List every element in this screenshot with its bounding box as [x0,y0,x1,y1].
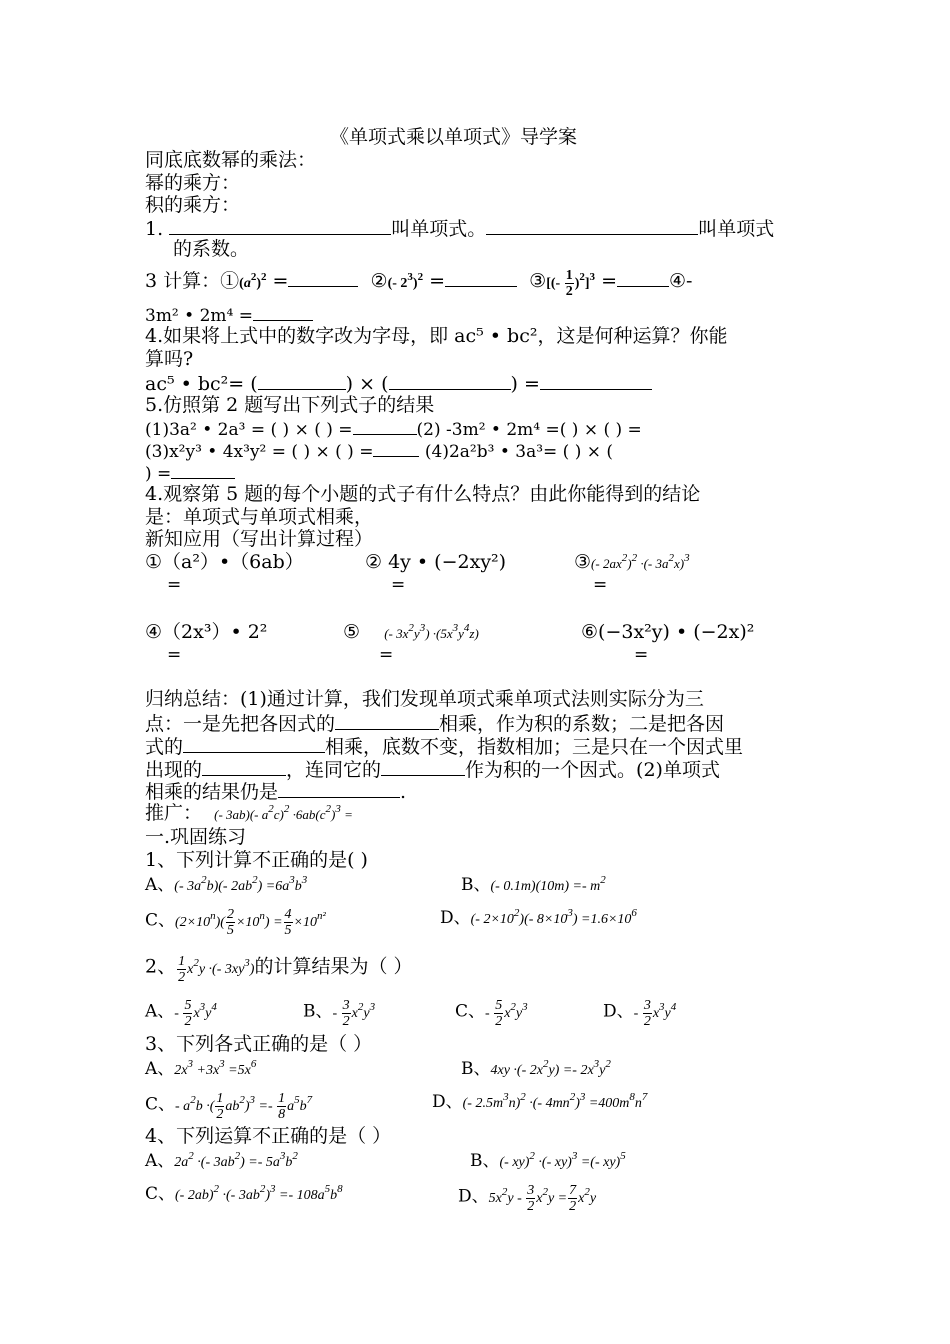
summary-extend: 推广： (- 3ab)(- $a^2c)^2 \cdot 6ab(c^2)^3$ = [145,802,353,824]
practice-q3-option-c[interactable]: C、- $a^2b$ ·( $\frac{1}{2}$ $ab^2)^3$ =- $\frac{1}{8}$ $a^5b^7$ [145,1091,313,1122]
question-4-line-3: ac⁵ • bc²= ( ) × ( ) = [145,371,652,395]
practice-q1-option-a[interactable]: A、(- $3a^2b)(-$ $2ab^2) =6a^3b^3$ [145,874,308,895]
blank[interactable] [169,216,391,235]
practice-q4-option-b[interactable]: B、(- xy)$^2$ ·(- xy)$^3$ =(- xy)$^5$ [470,1150,626,1171]
apply-item-2: ② 4y • (−2xy²) [365,551,507,573]
blank[interactable] [278,779,400,798]
blank[interactable] [540,371,652,390]
blank[interactable] [202,757,286,776]
question-4-line-1: 4.如果将上式中的数字改为字母，即 ac⁵ • bc²，这是何种运算？你能 [145,325,728,347]
question-4b-line-1: 4.观察第 5 题的每个小题的式子有什么特点？由此你能得到的结论 [145,483,701,505]
practice-q2: 2、 $\frac{1}{2}$ $x^2y$ ·(- $3xy^3$)的计算结果为（ ） [145,954,413,985]
blank[interactable] [353,416,417,435]
blank[interactable] [171,460,235,479]
practice-q1: 1、下列计算不正确的是( ) [145,849,368,871]
apply-item-1: ①（a²）•（6ab） [145,551,304,573]
apply-item-6: ⑥(−3x²y) • (−2x)² [581,621,755,643]
question-5-line-4: ) = [145,460,235,485]
review-line-3: 积的乘方： [145,194,241,216]
practice-q2-option-a[interactable]: A、- $\frac{5}{2}$ $x^3y^4$ [145,998,217,1029]
equals: = [379,645,394,665]
equals: = [391,575,406,595]
question-4b-line-2: 是：单项式与单项式相乘， [145,506,374,528]
practice-q3: 3、下列各式正确的是（ ） [145,1033,373,1055]
equals: = [167,575,182,595]
blank[interactable] [617,268,669,287]
practice-q2-option-d[interactable]: D、- $\frac{3}{2}$ $x^3y^4$ [603,998,677,1029]
blank[interactable] [373,438,419,457]
practice-q3-option-b[interactable]: B、4xy ·(- $2x^2y) =- 2x^3y^2$ [461,1058,611,1079]
blank[interactable] [445,268,517,287]
blank[interactable] [335,711,439,730]
equals: = [593,575,608,595]
equals: = [167,645,182,665]
question-3: 3 计算：$①(a^2)^2$ = ②(- $2^3)^2$ = ③[(- $\frac{1}{2}$ )$^2$]$^3$ = ④- [145,268,693,300]
review-line-2: 幂的乘方： [145,172,241,194]
practice-q3-option-a[interactable]: A、$2x^3 +3x^3 =5x^6$ [145,1058,257,1079]
summary-line-4: 出现的 ，连同它的 作为积的一个因式。(2)单项式 [145,759,720,781]
question-4b-line-3: 新知应用（写出计算过程） [145,528,374,550]
blank[interactable] [258,371,346,390]
question-5-line-3: (3)x²y³ • 4x³y² = ( ) × ( ) = (4)2a²b³ • 3a³= ( ) × ( [145,438,613,463]
summary-line-3: 式的 相乘，底数不变，指数相加；三是只在一个因式里 [145,736,744,758]
practice-q1-option-b[interactable]: B、(- $0.1m)(10m) =- m^2$ [461,874,606,895]
question-1-cont: 的系数。 [173,238,250,260]
apply-item-5: ⑤ (- $3x^2y^3) \cdot(5x^3y^4z)$ [343,621,479,643]
practice-q4-option-a[interactable]: A、$2a^2$ ·(- $3ab^2) =- 5a^3b^2$ [145,1150,298,1171]
blank[interactable] [183,734,325,753]
practice-q4: 4、下列运算不正确的是（ ） [145,1125,392,1147]
review-line-1: 同底底数幂的乘法： [145,149,317,171]
practice-q4-option-d[interactable]: D、$5x^2y$ - $\frac{3}{2}$ $x^2y$ = $\frac{7}{2}$ $x^2y$ [458,1183,597,1214]
equals: = [634,645,649,665]
page-title: 《单项式乘以单项式》导学案 [330,126,578,148]
summary-line-2: 点：一是先把各因式的 相乘，作为积的系数；二是把各因 [145,713,725,735]
blank[interactable] [288,268,358,287]
question-5-line-1: 5.仿照第 2 题写出下列式子的结果 [145,394,435,416]
practice-q2-option-c[interactable]: C、- $\frac{5}{2}$ $x^2y^3$ [455,998,528,1029]
question-1: 1. 叫单项式。 叫单项式 [145,218,775,240]
apply-item-3: ③(- $2ax^2)^2$ ·(- $3a^2x)^3$ [574,551,690,573]
practice-q3-option-d[interactable]: D、(- $2.5m^3n)^2$ ·(- $4mn^2)^3 =400m^8n^7$ [432,1091,648,1112]
practice-q2-option-b[interactable]: B、- $\frac{3}{2}$ $x^2y^3$ [303,998,376,1029]
question-3-cont: 3m² • 2m⁴ = [145,302,313,327]
blank[interactable] [389,371,511,390]
practice-q4-option-c[interactable]: C、(- 2ab)$^2$ ·(- $3ab^2)^3 =- 108a^5b^8$ [145,1183,343,1204]
blank[interactable] [486,216,698,235]
blank[interactable] [253,302,313,321]
practice-q1-option-d[interactable]: D、(- $2\times 10^2)(-$ $8\times 10^3) =1.6\times 10^6$ [440,907,637,928]
apply-item-4: ④（2x³）• 2² [145,621,268,643]
question-5-line-2: (1)3a² • 2a³ = ( ) × ( ) = (2) -3m² • 2m⁴ =( ) × ( ) = [145,416,642,441]
blank[interactable] [381,757,465,776]
summary-line-5: 相乘的结果仍是 . [145,781,407,803]
question-4-line-2: 算吗? [145,348,194,370]
summary-line-1: 归纳总结：(1)通过计算，我们发现单项式乘单项式法则实际分为三 [145,688,704,710]
practice-heading: 一.巩固练习 [145,826,247,848]
practice-q1-option-c[interactable]: C、$(2\times 10^n)$( $\frac{2}{5}$ $\times 10^n$) = $\frac{4}{5}$ $\times 10^{n^2}$ [145,907,326,938]
